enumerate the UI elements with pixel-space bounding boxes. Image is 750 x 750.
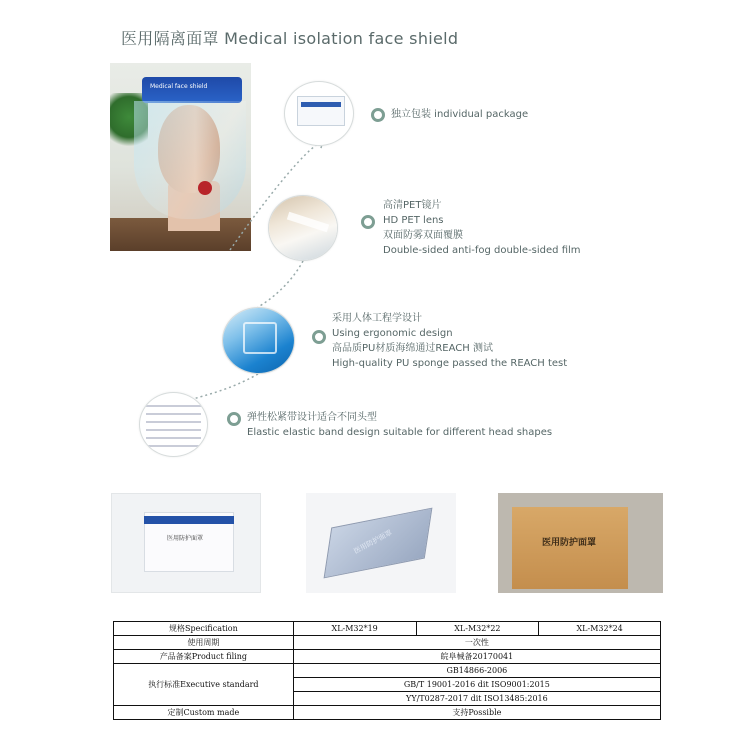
feature-line: 双面防雾双面覆膜 <box>383 230 463 241</box>
shipping-carton-photo <box>498 493 663 593</box>
custom-label: 定制Custom made <box>114 706 294 720</box>
feature-line: Double-sided anti-fog double-sided film <box>383 245 581 256</box>
table-row <box>114 650 661 664</box>
spec-label: 规格Specification <box>114 622 294 636</box>
usage-value: 一次性 <box>293 636 660 650</box>
standard-value: GB/T 19001-2016 dit ISO9001:2015 <box>293 678 660 692</box>
retail-box-photo <box>306 493 456 593</box>
standard-value: YY/T0287-2017 dit ISO13485:2016 <box>293 692 660 706</box>
bullet-ring-icon <box>371 108 385 122</box>
standard-label: 执行标准Executive standard <box>114 664 294 706</box>
feature-line: 高清PET镜片 <box>383 200 442 211</box>
feature-ergonomic <box>332 311 567 371</box>
feature-line: 弹性松紧带设计适合不同头型 <box>247 412 377 423</box>
table-row <box>114 706 661 720</box>
standard-value: GB14866-2006 <box>293 664 660 678</box>
usage-label: 使用周期 <box>114 636 294 650</box>
feature-package <box>391 107 528 122</box>
box-label: 医用防护面罩 <box>352 528 394 556</box>
feature-elastic-band <box>247 410 552 440</box>
feature-line: Using ergonomic design <box>332 328 453 339</box>
filing-label: 产品备案Product filing <box>114 650 294 664</box>
feature-line: 采用人体工程学设计 <box>332 313 422 324</box>
feature-line: Elastic elastic band design suitable for different head shapes <box>247 427 553 438</box>
custom-value: 支持Possible <box>293 706 660 720</box>
specification-table <box>113 621 661 720</box>
bullet-ring-icon <box>361 215 375 229</box>
lens-detail-photo <box>268 195 338 261</box>
spec-value: XL-M32*22 <box>416 622 539 636</box>
table-row <box>114 622 661 636</box>
spec-value: XL-M32*19 <box>293 622 416 636</box>
feature-line: 高品质PU材质海绵通过REACH 测试 <box>332 343 493 354</box>
feature-line: HD PET lens <box>383 215 444 226</box>
feature-line: High-quality PU sponge passed the REACH test <box>332 358 568 369</box>
elastic-band-detail-photo <box>139 392 208 457</box>
packaged-shield-photo <box>111 493 261 593</box>
page-title: 医用隔离面罩 Medical isolation face shield <box>121 29 459 48</box>
feature-lens <box>383 198 581 258</box>
table-row <box>114 664 661 678</box>
carton-label: 医用防护面罩 <box>542 538 597 548</box>
filing-value: 皖阜械备20170041 <box>293 650 660 664</box>
pack-label: 医用防护面罩 <box>167 535 204 542</box>
bullet-ring-icon <box>312 330 326 344</box>
bullet-ring-icon <box>227 412 241 426</box>
package-detail-photo <box>284 81 354 146</box>
sponge-detail-photo <box>222 307 295 374</box>
feature-line: 独立包装 individual package <box>391 109 529 120</box>
table-row <box>114 636 661 650</box>
headband-label: Medical face shield <box>150 83 208 90</box>
spec-value: XL-M32*24 <box>539 622 661 636</box>
